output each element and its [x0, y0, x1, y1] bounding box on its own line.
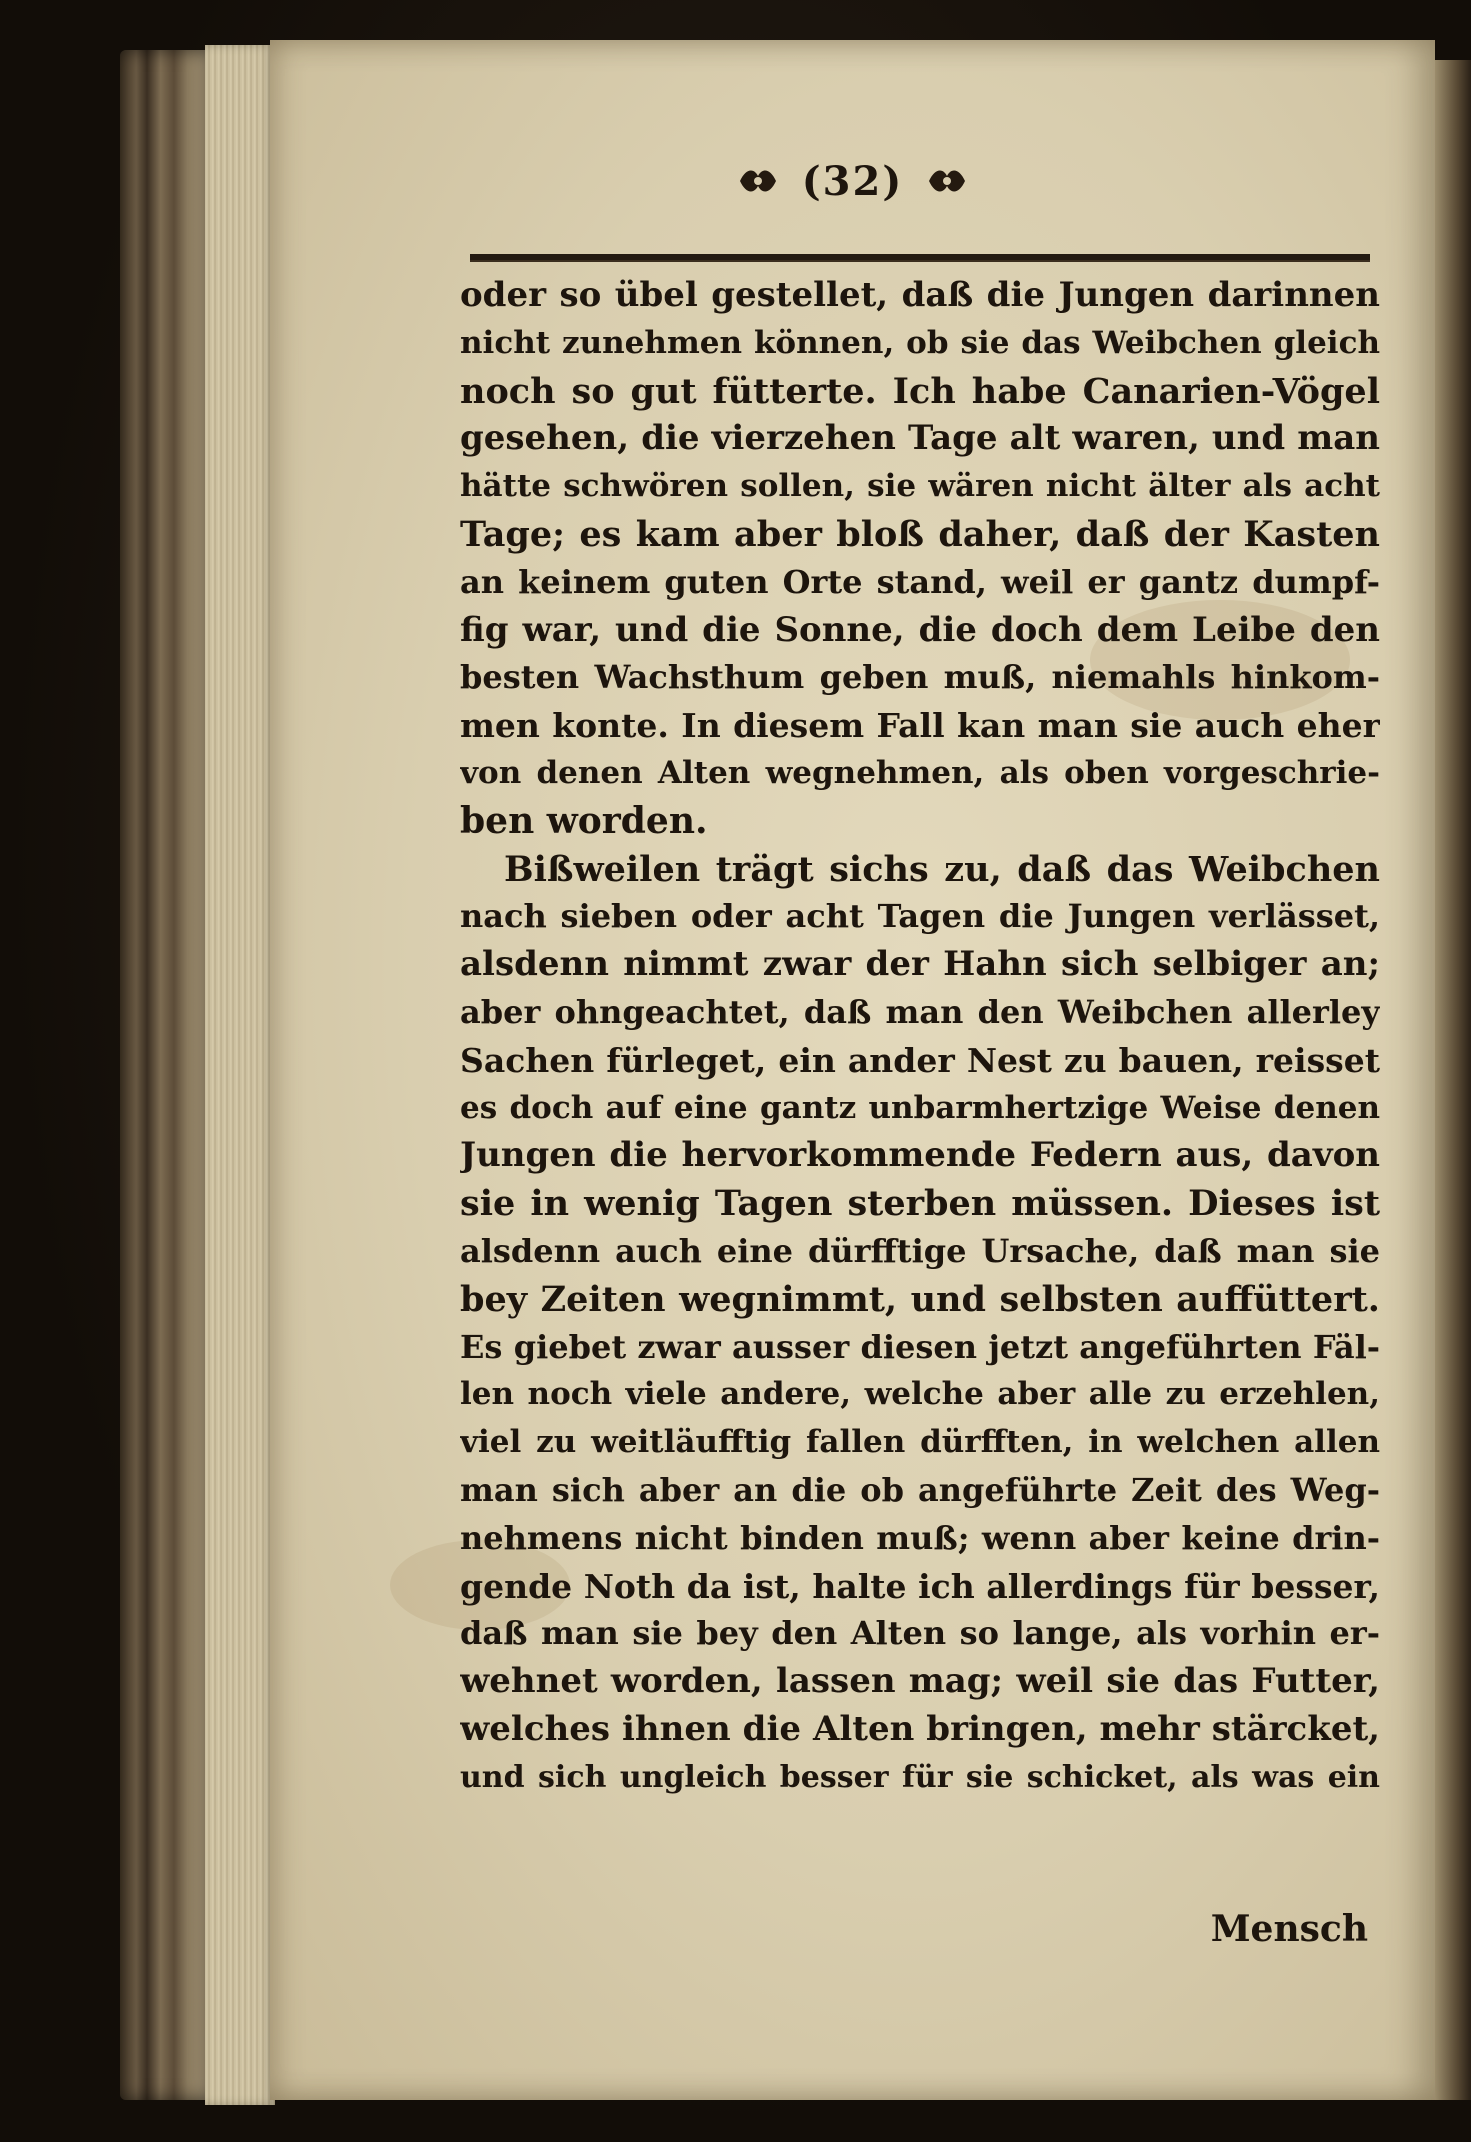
text-line: oder so übel gestellet, daß die Jungen darinnen — [460, 275, 1380, 315]
text-line: nach sieben oder acht Tagen die Jungen verlässet, — [460, 897, 1380, 936]
text-line: viel zu weitläufftig fallen dürfften, in welchen allen — [460, 1424, 1380, 1461]
body-text — [460, 272, 1380, 1802]
right-ornament-icon — [925, 164, 969, 198]
text-line: sie in wenig Tagen sterben müssen. Dieses ist — [460, 1183, 1380, 1225]
text-line: gende Noth da ist, halte ich allerdings für besser, — [460, 1566, 1380, 1606]
text-line: alsdenn auch eine dürfftige Ursache, daß man sie — [460, 1231, 1380, 1270]
text-line: besten Wachsthum geben muß, niemahls hinkom- — [460, 658, 1380, 697]
text-line: ben worden. — [460, 799, 708, 842]
page-header — [270, 158, 1435, 205]
text-line: Es giebet zwar ausser diesen jetzt angeführten Fäl- — [460, 1327, 1380, 1366]
text-line: von denen Alten wegnehmen, als oben vorgeschrie- — [460, 754, 1380, 791]
text-line: bey Zeiten wegnimmt, und selbsten auffüttert. — [460, 1278, 1380, 1320]
text-line: noch so gut fütterte. Ich habe Canarien-Vögel — [460, 370, 1380, 412]
text-line: nicht zunehmen können, ob sie das Weibchen gleich — [460, 324, 1380, 361]
header-rule — [470, 254, 1370, 262]
left-ornament-icon — [736, 164, 780, 198]
text-line: Bißweilen trägt sichs zu, daß das Weibchen — [504, 848, 1380, 890]
text-line: daß man sie bey den Alten so lange, als vorhin er- — [460, 1614, 1380, 1653]
text-line: man sich aber an die ob angeführte Zeit des Weg- — [460, 1470, 1380, 1509]
text-line: wehnet worden, lassen mag; weil sie das Futter, — [460, 1661, 1380, 1702]
text-line: len noch viele andere, welche aber alle zu erzehlen, — [460, 1376, 1380, 1413]
catchword: Mensch — [1210, 1908, 1368, 1950]
page-number: (32) — [801, 158, 904, 205]
text-line: gesehen, die vierzehen Tage alt waren, und man — [460, 418, 1380, 459]
text-line: fig war, und die Sonne, die doch dem Leibe den — [460, 609, 1380, 650]
text-line: hätte schwören sollen, sie wären nicht älter als acht — [460, 468, 1380, 505]
page-stack-edge — [205, 45, 275, 2105]
text-line: aber ohngeachtet, daß man den Weibchen allerley — [460, 992, 1380, 1031]
text-line: welches ihnen die Alten bringen, mehr stärcket, — [460, 1708, 1380, 1749]
text-line: men konte. In diesem Fall kan man sie auch eher — [460, 706, 1380, 746]
book-page — [270, 40, 1435, 2100]
text-line: alsdenn nimmt zwar der Hahn sich selbiger an; — [460, 944, 1380, 985]
text-line: Sachen fürleget, ein ander Nest zu bauen, reisset — [460, 1040, 1380, 1080]
text-line: und sich ungleich besser für sie schicket, als was ein — [460, 1759, 1380, 1795]
book-spine-edge — [120, 50, 210, 2100]
text-line: Jungen die hervorkommende Federn aus, davon — [460, 1135, 1380, 1176]
facing-page-edge — [1435, 60, 1471, 2100]
text-line: Tage; es kam aber bloß daher, daß der Kasten — [460, 513, 1380, 555]
text-line: an keinem guten Orte stand, weil er gantz dumpf- — [460, 562, 1380, 601]
text-line: nehmens nicht binden muß; wenn aber keine drin- — [460, 1518, 1380, 1557]
text-line: es doch auf eine gantz unbarmhertzige Weise denen — [460, 1089, 1380, 1126]
